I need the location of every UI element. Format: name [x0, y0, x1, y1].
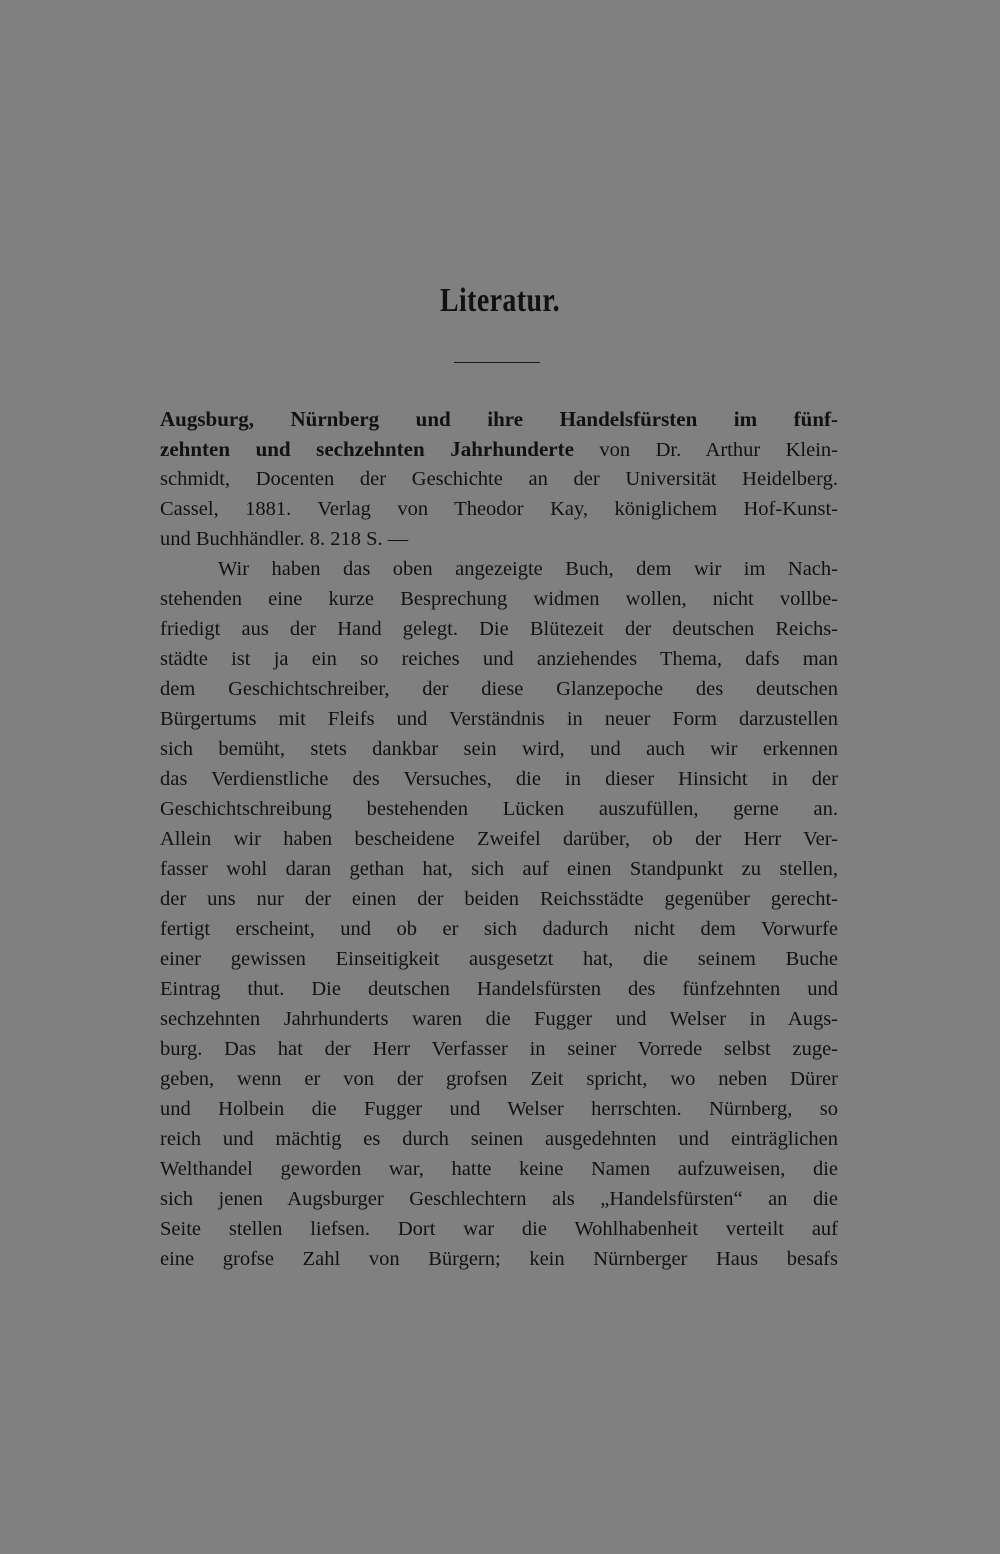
citation-line: und Buchhändler. 8. 218 S. — — [160, 528, 409, 550]
body-line: Seite stellen liefsen. Dort war die Wohlhabenheit verteilt auf — [160, 1218, 838, 1240]
body-line: Eintrag thut. Die deutschen Handelsfürsten des fünfzehnten und — [160, 978, 838, 1000]
body-line: Geschichtschreibung bestehenden Lücken auszufüllen, gerne an. — [160, 798, 838, 820]
body-line: dem Geschichtschreiber, der diese Glanzepoche des deutschen — [160, 678, 838, 700]
citation-line: schmidt, Docenten der Geschichte an der Universität Heidelberg. — [160, 468, 838, 490]
body-line: fasser wohl daran gethan hat, sich auf einen Standpunkt zu stellen, — [160, 858, 838, 880]
body-line: geben, wenn er von der grofsen Zeit spricht, wo neben Dürer — [160, 1068, 838, 1090]
body-line: stehenden eine kurze Besprechung widmen wollen, nicht vollbe- — [160, 588, 838, 610]
title-divider — [454, 362, 540, 363]
citation-line — [160, 404, 838, 434]
book-title-part: Augsburg, Nürnberg und ihre Handelsfürsten im fünf- — [160, 407, 838, 431]
body-line: burg. Das hat der Herr Verfasser in seiner Vorrede selbst zuge- — [160, 1038, 838, 1060]
body-line: einer gewissen Einseitigkeit ausgesetzt hat, die seinem Buche — [160, 948, 838, 970]
body-line: sechzehnten Jahrhunderts waren die Fugger und Welser in Augs- — [160, 1008, 838, 1030]
body-line: eine grofse Zahl von Bürgern; kein Nürnberger Haus besafs — [160, 1248, 838, 1270]
body-line: sich jenen Augsburger Geschlechtern als „Handelsfürsten“ an die — [160, 1188, 838, 1210]
body-line: fertigt erscheint, und ob er sich dadurch nicht dem Vorwurfe — [160, 918, 838, 940]
citation-line — [160, 434, 838, 464]
body-line: Welthandel geworden war, hatte keine Namen aufzuweisen, die — [160, 1158, 838, 1180]
body-line: sich bemüht, stets dankbar sein wird, und auch wir erkennen — [160, 738, 838, 760]
body-line: der uns nur der einen der beiden Reichsstädte gegenüber gerecht- — [160, 888, 838, 910]
body-line: Wir haben das oben angezeigte Buch, dem wir im Nach- — [218, 558, 838, 580]
citation-text: von Dr. Arthur Klein- — [573, 439, 838, 461]
review-text — [160, 404, 838, 1274]
body-line: Allein wir haben bescheidene Zweifel darüber, ob der Herr Ver- — [160, 828, 838, 850]
book-title-part: zehnten und sechzehnten Jahrhunderte — [160, 437, 574, 461]
body-line: städte ist ja ein so reiches und anziehendes Thema, dafs man — [160, 648, 838, 670]
page-title: Literatur. — [439, 282, 561, 319]
body-line: und Holbein die Fugger und Welser herrschten. Nürnberg, so — [160, 1098, 838, 1120]
citation-line: Cassel, 1881. Verlag von Theodor Kay, königlichem Hof-Kunst- — [160, 498, 838, 520]
body-line: das Verdienstliche des Versuches, die in dieser Hinsicht in der — [160, 768, 838, 790]
body-line: friedigt aus der Hand gelegt. Die Blütezeit der deutschen Reichs- — [160, 618, 838, 640]
body-line: reich und mächtig es durch seinen ausgedehnten und einträglichen — [160, 1128, 838, 1150]
body-line: Bürgertums mit Fleifs und Verständnis in neuer Form darzustellen — [160, 708, 838, 730]
